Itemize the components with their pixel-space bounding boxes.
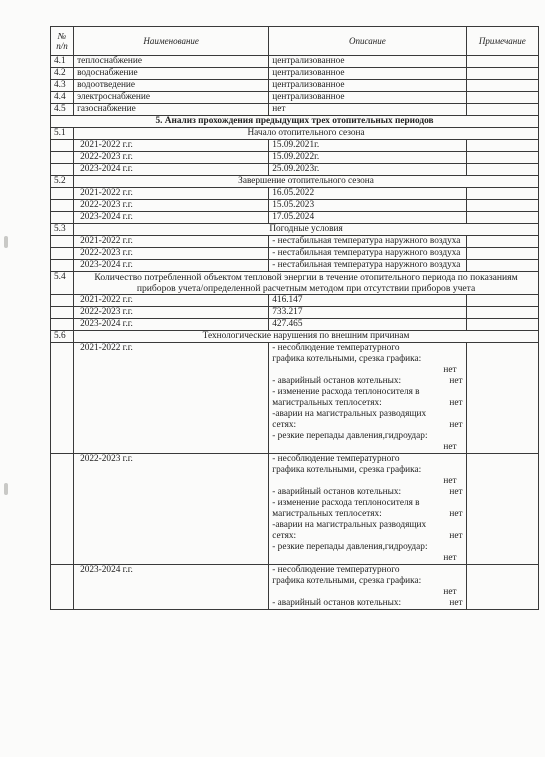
row-value: 733.217 [269, 307, 466, 319]
table-row [51, 104, 539, 116]
row-num: 4.1 [51, 56, 74, 68]
item-answer: нет [449, 376, 463, 386]
item-text: графика котельными, срезка графика: [272, 576, 422, 586]
row-name: электроснабжение [74, 92, 269, 104]
item-answer: нет [449, 509, 463, 519]
subsection-row [51, 176, 539, 188]
row-note [466, 140, 538, 152]
row-note [466, 200, 538, 212]
row-note [466, 248, 538, 260]
table-row [51, 454, 539, 565]
row-num [51, 188, 74, 200]
item-text: магистральных теплосетях: [272, 509, 382, 519]
header-note: Примечание [466, 27, 538, 56]
row-value: - нестабильная температура наружного воздуха [269, 260, 466, 272]
table-row [51, 343, 539, 454]
row-note [466, 164, 538, 176]
row-note [466, 104, 538, 116]
row-num [51, 319, 74, 331]
analysis-table [50, 26, 539, 610]
subsection-title: Начало отопительного сезона [74, 128, 539, 140]
row-year: 2023-2024 г.г. [74, 565, 269, 610]
subsection-row [51, 224, 539, 236]
section-5-title: 5. Анализ прохождения предыдущих трех отопительных периодов [51, 116, 539, 128]
row-num [51, 248, 74, 260]
row-note [466, 92, 538, 104]
row-num [51, 212, 74, 224]
row-year: 2023-2024 г.г. [74, 319, 269, 331]
item-answer: нет [443, 442, 457, 452]
table-row [51, 152, 539, 164]
row-num [51, 140, 74, 152]
row-year: 2021-2022 г.г. [74, 140, 269, 152]
table-row [51, 260, 539, 272]
row-year: 2021-2022 г.г. [74, 343, 269, 454]
row-note [466, 343, 538, 454]
row-note [466, 565, 538, 610]
item-answer: нет [449, 487, 463, 497]
table-row [51, 319, 539, 331]
binder-hole-mark [4, 236, 8, 248]
row-num: 5.2 [51, 176, 74, 188]
row-name: водоотведение [74, 80, 269, 92]
row-desc: нет [269, 104, 466, 116]
row-num [51, 454, 74, 565]
table-row [51, 212, 539, 224]
item-text: - резкие перепады давления,гидроудар: [272, 431, 428, 441]
item-text: -аварии на магистральных разводящих [272, 409, 427, 419]
row-value: 25.09.2023г. [269, 164, 466, 176]
item-text: - резкие перепады давления,гидроудар: [272, 542, 428, 552]
item-text: - аварийный останов котельных: [272, 487, 402, 497]
row-num [51, 307, 74, 319]
subsection-title: Количество потребленной объектом тепловой энергии в течение отопительного периода по показаниям приборов учета/определенной расчетным методом при отсутствии приборов учета [74, 272, 539, 295]
row-year: 2023-2024 г.г. [74, 260, 269, 272]
row-note [466, 212, 538, 224]
header-num: № п/п [51, 27, 74, 56]
item-answer: нет [443, 365, 457, 375]
item-text: - аварийный останов котельных: [272, 598, 402, 608]
subsection-row [51, 331, 539, 343]
item-answer: нет [443, 476, 457, 486]
row-note [466, 295, 538, 307]
table-row [51, 565, 539, 610]
row-year: 2022-2023 г.г. [74, 307, 269, 319]
item-text: - несоблюдение температурного [272, 343, 400, 353]
row-num [51, 200, 74, 212]
item-answer: нет [449, 531, 463, 541]
row-value: 427.465 [269, 319, 466, 331]
row-value: 16.05.2022 [269, 188, 466, 200]
row-num: 5.6 [51, 331, 74, 343]
row-num [51, 565, 74, 610]
row-note [466, 68, 538, 80]
row-desc: централизованное [269, 68, 466, 80]
row-value: 416.147 [269, 295, 466, 307]
row-note [466, 188, 538, 200]
row-num [51, 343, 74, 454]
row-value: 15.09.2021г. [269, 140, 466, 152]
header-name: Наименование [74, 27, 269, 56]
table-row [51, 236, 539, 248]
binder-hole-mark [4, 483, 8, 495]
row-num [51, 260, 74, 272]
row-year: 2021-2022 г.г. [74, 188, 269, 200]
row-value: 15.05.2023 [269, 200, 466, 212]
row-year: 2021-2022 г.г. [74, 295, 269, 307]
header-desc: Описание [269, 27, 466, 56]
row-desc: централизованное [269, 92, 466, 104]
table-row [51, 200, 539, 212]
item-answer: нет [443, 553, 457, 563]
section-title-row [51, 116, 539, 128]
table-row [51, 307, 539, 319]
row-num: 5.1 [51, 128, 74, 140]
row-note [466, 319, 538, 331]
subsection-row [51, 272, 539, 295]
row-value: 17.05.2024 [269, 212, 466, 224]
item-text: - аварийный останов котельных: [272, 376, 402, 386]
item-text: сетях: [272, 420, 297, 430]
row-num: 5.4 [51, 272, 74, 295]
table-header-row [51, 27, 539, 56]
row-year: 2022-2023 г.г. [74, 200, 269, 212]
row-num: 4.5 [51, 104, 74, 116]
table-row [51, 248, 539, 260]
subsection-title: Технологические нарушения по внешним причинам [74, 331, 539, 343]
row-num: 4.4 [51, 92, 74, 104]
row-value: - нестабильная температура наружного воздуха [269, 248, 466, 260]
row-value: - нестабильная температура наружного воздуха [269, 236, 466, 248]
row-num: 5.3 [51, 224, 74, 236]
table-row [51, 92, 539, 104]
subsection-row [51, 128, 539, 140]
row-year: 2022-2023 г.г. [74, 152, 269, 164]
table-row [51, 68, 539, 80]
row-year: 2023-2024 г.г. [74, 164, 269, 176]
row-num [51, 152, 74, 164]
subsection-title: Погодные условия [74, 224, 539, 236]
row-num [51, 295, 74, 307]
row-year: 2021-2022 г.г. [74, 236, 269, 248]
row-name: газоснабжение [74, 104, 269, 116]
row-num [51, 236, 74, 248]
item-text: - изменение расхода теплоносителя в [272, 498, 420, 508]
row-note [466, 56, 538, 68]
row-year: 2022-2023 г.г. [74, 248, 269, 260]
table-row [51, 80, 539, 92]
item-answer: нет [449, 420, 463, 430]
table-row [51, 295, 539, 307]
item-text: -аварии на магистральных разводящих [272, 520, 427, 530]
row-value: 15.09.2022г. [269, 152, 466, 164]
table-row [51, 164, 539, 176]
table-row [51, 140, 539, 152]
row-note [466, 152, 538, 164]
subsection-title: Завершение отопительного сезона [74, 176, 539, 188]
item-text: - несоблюдение температурного [272, 565, 400, 575]
item-answer: нет [449, 398, 463, 408]
table-row [51, 188, 539, 200]
row-year: 2022-2023 г.г. [74, 454, 269, 565]
disruption-list [269, 565, 466, 610]
row-note [466, 236, 538, 248]
disruption-list [269, 454, 466, 565]
row-num: 4.2 [51, 68, 74, 80]
row-note [466, 454, 538, 565]
item-answer: нет [449, 598, 463, 608]
table-row [51, 56, 539, 68]
disruption-list [269, 343, 466, 454]
row-num: 4.3 [51, 80, 74, 92]
item-text: магистральных теплосетях: [272, 398, 382, 408]
item-text: - несоблюдение температурного [272, 454, 400, 464]
item-text: сетях: [272, 531, 297, 541]
row-year: 2023-2024 г.г. [74, 212, 269, 224]
row-name: теплоснабжение [74, 56, 269, 68]
item-answer: нет [443, 587, 457, 597]
row-num [51, 164, 74, 176]
item-text: - изменение расхода теплоносителя в [272, 387, 420, 397]
row-note [466, 260, 538, 272]
row-desc: централизованное [269, 56, 466, 68]
row-note [466, 307, 538, 319]
row-note [466, 80, 538, 92]
item-text: графика котельными, срезка графика: [272, 465, 422, 475]
row-name: водоснабжение [74, 68, 269, 80]
item-text: графика котельными, срезка графика: [272, 354, 422, 364]
row-desc: централизованное [269, 80, 466, 92]
